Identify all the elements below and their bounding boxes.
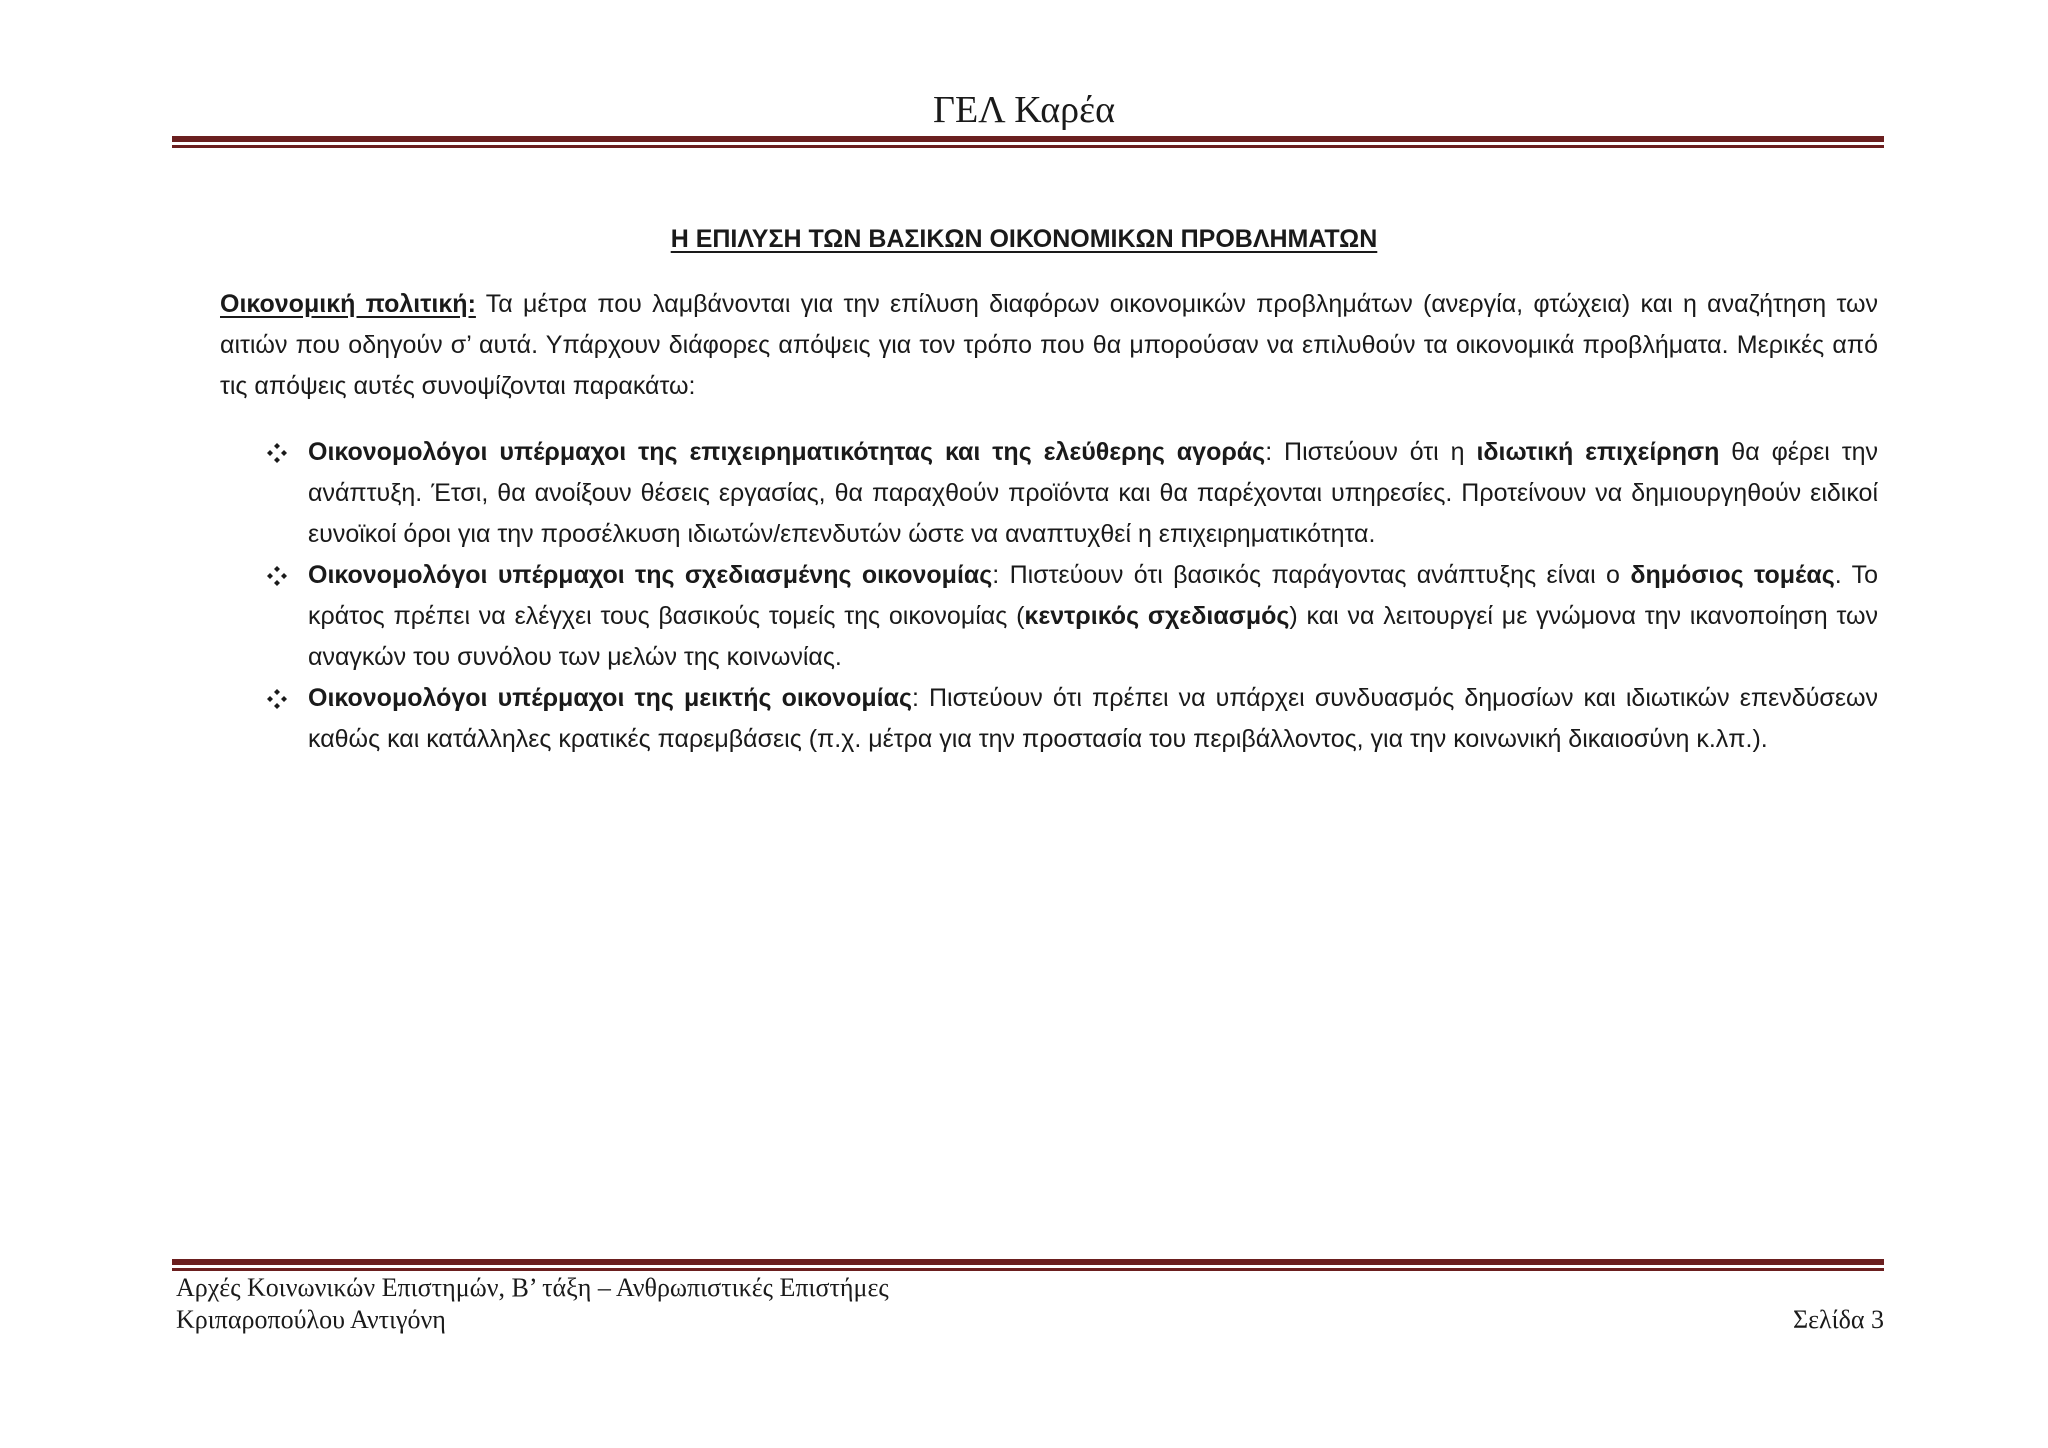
footer-course: Αρχές Κοινωνικών Επιστημών, Β’ τάξη – Ανθρωπιστικές Επιστήμες xyxy=(176,1273,889,1302)
intro-text: Τα μέτρα που λαμβάνονται για την επίλυση διαφόρων οικονομικών προβλημάτων (ανεργία, φτώχεια) και η αναζήτηση των αιτιών που οδηγούν σ’ αυτά. Υπάρχουν διάφορες απόψεις για τον τρόπο που θα μπορούσαν να επιλυθούν τα οικονομικά προβλήματα. Μερικές από τις απόψεις αυτές συνοψίζονται παρακάτω: xyxy=(220,290,1878,400)
bullet-title: Οικονομολόγοι υπέρμαχοι της μεικτής οικονομίας xyxy=(308,684,912,712)
intro-term: Οικονομική πολιτική: xyxy=(220,290,476,318)
intro-paragraph xyxy=(220,284,1878,407)
bullet-text: : Πιστεύουν ότι η xyxy=(1265,438,1477,466)
bullet-title: Οικονομολόγοι υπέρμαχοι της σχεδιασμένης οικονομίας xyxy=(308,561,993,589)
four-diamond-bullet-icon xyxy=(266,678,288,719)
document-heading: Η ΕΠΙΛΥΣΗ ΤΩΝ ΒΑΣΙΚΩΝ ΟΙΚΟΝΟΜΙΚΩΝ ΠΡΟΒΛΗΜΑΤΩΝ xyxy=(670,225,1378,253)
bullet-text: ) και να λειτουργεί με γνώμονα την ικανοποίηση των αναγκών του συνόλου των μελών της κοινωνίας. xyxy=(308,602,1878,671)
bullet-bold-term: ιδιωτική επιχείρηση xyxy=(1476,438,1720,466)
footer-rule xyxy=(172,1259,1884,1271)
bullet-bold-term: δημόσιος τομέας xyxy=(1630,561,1835,589)
four-diamond-bullet-icon xyxy=(266,555,288,596)
footer-info xyxy=(176,1272,889,1336)
bullet-title: Οικονομολόγοι υπέρμαχοι της επιχειρηματικότητας και της ελεύθερης αγοράς xyxy=(308,438,1266,466)
header-rule xyxy=(172,136,1884,148)
bullet-list xyxy=(220,432,1878,760)
bullet-text: : Πιστεύουν ότι βασικός παράγοντας ανάπτυξης είναι ο xyxy=(992,561,1631,589)
header-title: ΓΕΛ Καρέα xyxy=(932,89,1116,131)
bullet-item-mixed-economy xyxy=(220,678,1878,760)
bullet-item-free-market xyxy=(220,432,1878,555)
footer-author: Κριπαροπούλου Αντιγόνη xyxy=(176,1305,446,1334)
four-diamond-bullet-icon xyxy=(266,432,288,473)
bullet-text: . Το κράτος πρέπει να ελέγχει τους βασικούς τομείς της οικονομίας ( xyxy=(308,561,1878,630)
page-number: Σελίδα 3 xyxy=(1792,1305,1884,1334)
bullet-text: : Πιστεύουν ότι πρέπει να υπάρχει συνδυασμός δημοσίων και ιδιωτικών επενδύσεων καθώς και κατάλληλες κρατικές παρεμβάσεις (π.χ. μέτρα για την προστασία του περιβάλλοντος, για την κοινωνική δικαιοσύνη κ.λπ.). xyxy=(308,684,1878,753)
bullet-item-planned-economy xyxy=(220,555,1878,678)
bullet-bold-term: κεντρικός σχεδιασμός xyxy=(1024,602,1290,630)
bullet-text: θα φέρει την ανάπτυξη. Έτσι, θα ανοίξουν θέσεις εργασίας, θα παραχθούν προϊόντα και θα παρέχονται υπηρεσίες. Προτείνουν να δημιουργηθούν ειδικοί ευνοϊκοί όροι για την προσέλκυση ιδιωτών/επενδυτών ώστε να αναπτυχθεί η επιχειρηματικότητα. xyxy=(308,438,1879,548)
